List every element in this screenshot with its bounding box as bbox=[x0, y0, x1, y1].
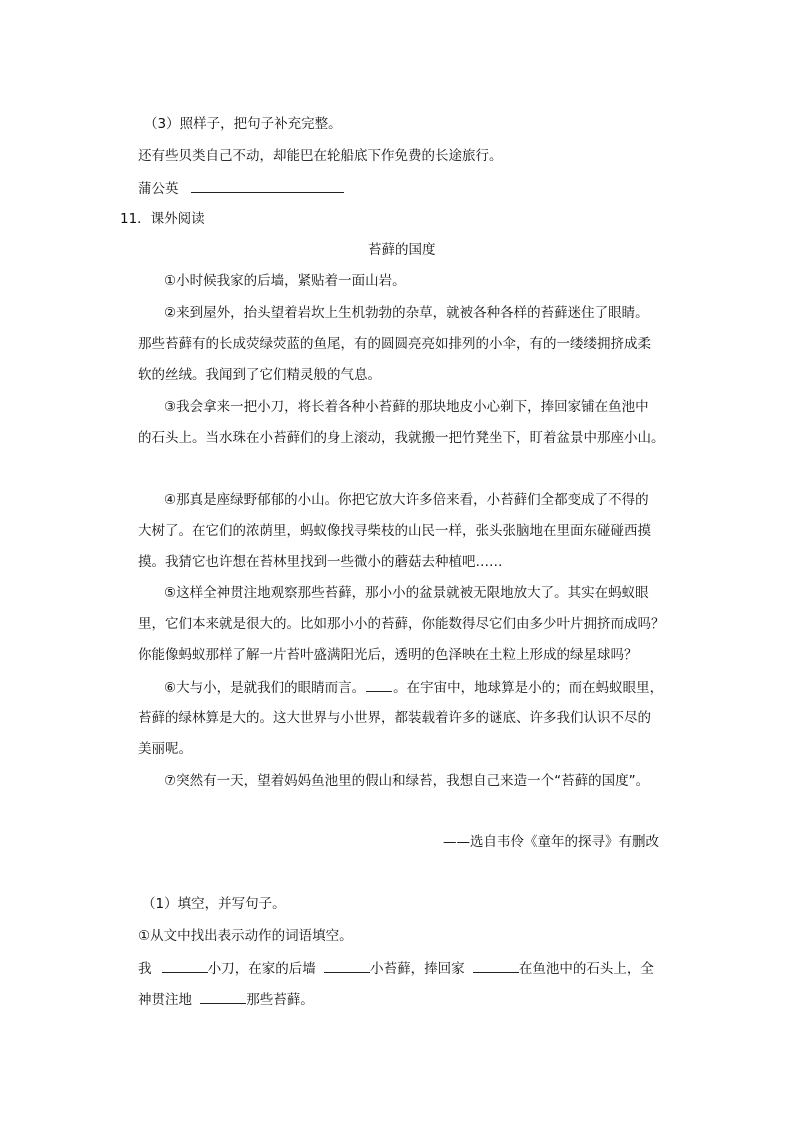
passage-line-part: ⑥大与小，是就我们的眼睛而言。 bbox=[164, 680, 366, 696]
fill-blank-1[interactable] bbox=[162, 958, 208, 973]
sub1-heading: （1）填空，并写句子。 bbox=[142, 896, 286, 912]
part3-example-sentence: 还有些贝类自己不动，却能巴在轮船底下作免费的长途旅行。 bbox=[138, 148, 503, 164]
passage-source: ——选自韦伶《童年的探寻》有删改 bbox=[443, 834, 659, 850]
passage-line: ②来到屋外，抬头望着岩坎上生机勃勃的杂草，就被各种各样的苔藓迷住了眼睛。 bbox=[164, 305, 649, 321]
passage-line: 你能像蚂蚁那样了解一片苔叶盛满阳光后，透明的色泽映在土粒上形成的绿星球吗？ bbox=[138, 647, 638, 663]
passage-line: 摸。我猜它也许想在苔林里找到一些微小的蘑菇去种植吧…… bbox=[138, 554, 503, 570]
passage-blank[interactable] bbox=[366, 677, 392, 692]
fill-blank-2[interactable] bbox=[324, 958, 370, 973]
part3-heading: （3）照样子，把句子补充完整。 bbox=[144, 116, 342, 132]
q11-heading: 11．课外阅读 bbox=[120, 211, 205, 227]
passage-line: ⑦突然有一天，望着妈妈鱼池里的假山和绿苔，我想自己来造一个“苔藓的国度”。 bbox=[164, 773, 650, 789]
part3-prompt: 蒲公英 bbox=[138, 181, 179, 197]
fill-text: 小刀，在家的后墙 bbox=[207, 961, 316, 977]
fill-text: 在鱼池中的石头上，全 bbox=[518, 961, 654, 977]
sub1-instruction: ①从文中找出表示动作的词语填空。 bbox=[138, 928, 353, 944]
passage-line: 大树了。在它们的浓荫里，蚂蚁像找寻柴枝的山民一样，张头张脑地在里面东碰碰西摸 bbox=[138, 523, 651, 539]
passage-line: 那些苔藓有的长成荧绿荧蓝的鱼尾，有的圆圆亮亮如排列的小伞，有的一缕缕拥挤成柔 bbox=[138, 336, 651, 352]
part3-answer-blank[interactable] bbox=[191, 178, 344, 193]
passage-line: ④那真是座绿野郁郁的小山。你把它放大许多倍来看，小苔藓们全都变成了不得的 bbox=[164, 492, 649, 508]
passage-line: 里，它们本来就是很大的。比如那小小的苔藓，你能数得尽它们由多少叶片拥挤而成吗？ bbox=[138, 616, 665, 632]
passage-line: 的石头上。当水珠在小苔藓们的身上滚动，我就搬一把竹凳坐下，盯着盆景中那座小山。 bbox=[138, 430, 665, 446]
passage-line-with-blank bbox=[164, 677, 663, 698]
passage-line: 美丽呢。 bbox=[138, 741, 192, 757]
passage-line: ③我会拿来一把小刀，将长着各种小苔藓的那块地皮小心剃下，捧回家铺在鱼池中 bbox=[164, 399, 649, 415]
passage-line-part: 。在宇宙中，地球算是小的；而在蚂蚁眼里， bbox=[393, 680, 664, 696]
fill-line-1 bbox=[138, 958, 654, 979]
passage-line: ①小时候我家的后墙，紧贴着一面山岩。 bbox=[164, 273, 406, 289]
passage-line: ⑤这样全神贯注地观察那些苔藓，那小小的盆景就被无限地放大了。其实在蚂蚁眼 bbox=[164, 585, 649, 601]
part3-answer-line bbox=[138, 178, 344, 199]
fill-text: 小苔藓，捧回家 bbox=[370, 961, 465, 977]
fill-text: 那些苔藓。 bbox=[246, 992, 314, 1008]
fill-blank-4[interactable] bbox=[200, 989, 246, 1004]
fill-blank-3[interactable] bbox=[473, 958, 519, 973]
fill-line-2 bbox=[138, 989, 314, 1010]
fill-text: 我 bbox=[138, 961, 152, 977]
passage-line: 苔藓的绿林算是大的。这大世界与小世界，都装载着许多的谜底、许多我们认识不尽的 bbox=[138, 710, 651, 726]
fill-text: 神贯注地 bbox=[138, 992, 192, 1008]
passage-line: 软的丝绒。我闻到了它们精灵般的气息。 bbox=[138, 367, 381, 383]
passage-title: 苔藓的国度 bbox=[368, 242, 436, 258]
